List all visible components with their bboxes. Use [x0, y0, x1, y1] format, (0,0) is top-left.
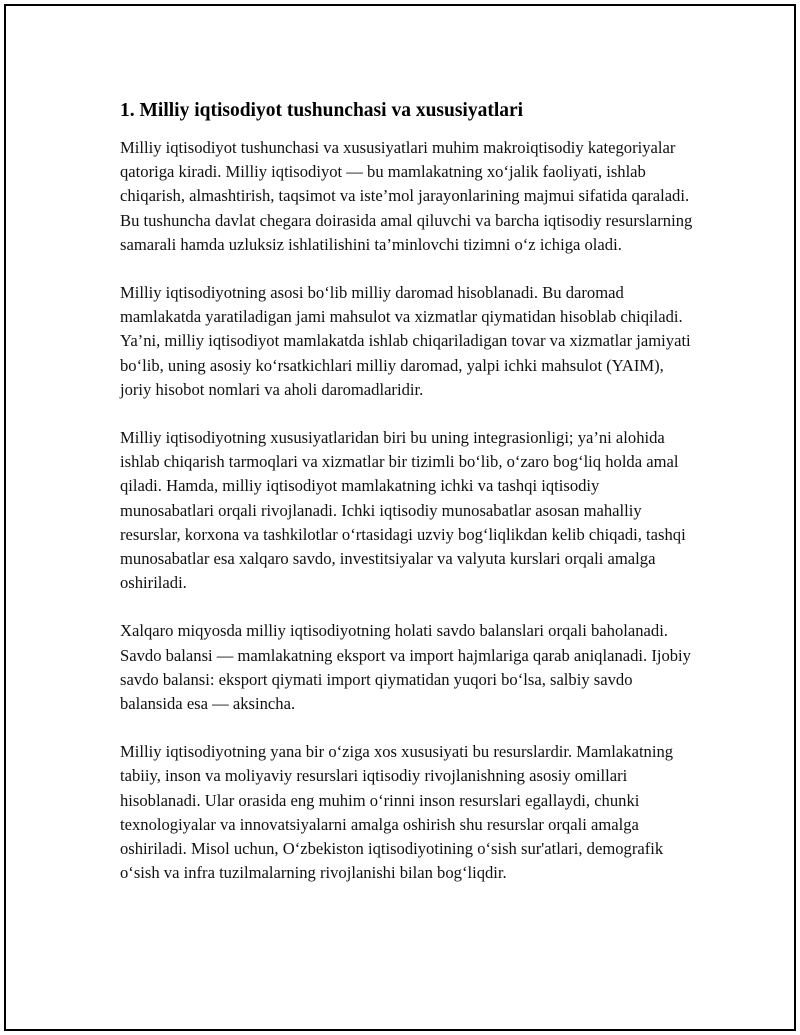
section-heading: 1. Milliy iqtisodiyot tushunchasi va xususiyatlari — [120, 100, 524, 121]
paragraph-5: Milliy iqtisodiyotning yana bir o‘ziga xos xususiyati bu resurslardir. Mamlakatning tabiiy, inson va moliyaviy resurslari iqtisodiy rivojlanishning asosiy omillari hisoblanadi. Ular orasida eng muhim o‘rinni inson resurslari egallaydi, chunki texnologiyalar va innovatsiyalarni amalga oshirish shu resurslar orqali amalga oshiriladi. Misol uchun, O‘zbekiston iqtisodiyotining o‘sish sur'atlari, demografik o‘sish va infra tuzilmalarning rivojlanishi bilan bog‘liqdir. — [120, 742, 674, 883]
document-page — [4, 4, 796, 1031]
paragraph-1: Milliy iqtisodiyot tushunchasi va xususiyatlari muhim makroiqtisodiy kategoriyalar qatoriga kiradi. Milliy iqtisodiyot — bu mamlakatning xo‘jalik faoliyati, ishlab chiqarish, almashtirish, taqsimot va iste’mol jarayonlarining majmui sifatida qaraladi. Bu tushuncha davlat chegara doirasida amal qiluvchi va barcha iqtisodiy resurslarning samarali hamda uzluksiz ishlatilishini ta’minlovchi tizimni o‘z ichiga oladi. — [120, 138, 693, 254]
paragraph-4: Xalqaro miqyosda milliy iqtisodiyotning holati savdo balanslari orqali baholanadi. Savdo balansi — mamlakatning eksport va import hajmlariga qarab aniqlanadi. Ijobiy savdo balansi: eksport qiymati import qiymatidan yuqori bo‘lsa, salbiy savdo balansida esa — aksincha. — [120, 621, 691, 714]
document-content — [120, 98, 695, 909]
paragraph-2: Milliy iqtisodiyotning asosi bo‘lib milliy daromad hisoblanadi. Bu daromad mamlakatda yaratiladigan jami mahsulot va xizmatlar qiymatidan hisoblab chiqiladi. Ya’ni, milliy iqtisodiyot mamlakatda ishlab chiqariladigan tovar va xizmatlar jamiyati bo‘lib, uning asosiy ko‘rsatkichlari milliy daromad, yalpi ichki mahsulot (YAIM), joriy hisobot nomlari va aholi daromadlaridir. — [120, 283, 691, 399]
paragraph-3: Milliy iqtisodiyotning xususiyatlaridan biri bu uning integrasionligi; ya’ni alohida ishlab chiqarish tarmoqlari va xizmatlar bir tizimli bo‘lib, o‘zaro bog‘liq holda amal qiladi. Hamda, milliy iqtisodiyot mamlakatning ichki va tashqi iqtisodiy munosabatlari orqali rivojlanadi. Ichki iqtisodiy munosabatlar asosan mahalliy resurslar, korxona va tashkilotlar o‘rtasidagi uzviy bog‘liqlikdan kelib chiqadi, tashqi munosabatlar esa xalqaro savdo, investitsiyalar va valyuta kurslari orqali amalga oshiriladi. — [120, 428, 686, 593]
